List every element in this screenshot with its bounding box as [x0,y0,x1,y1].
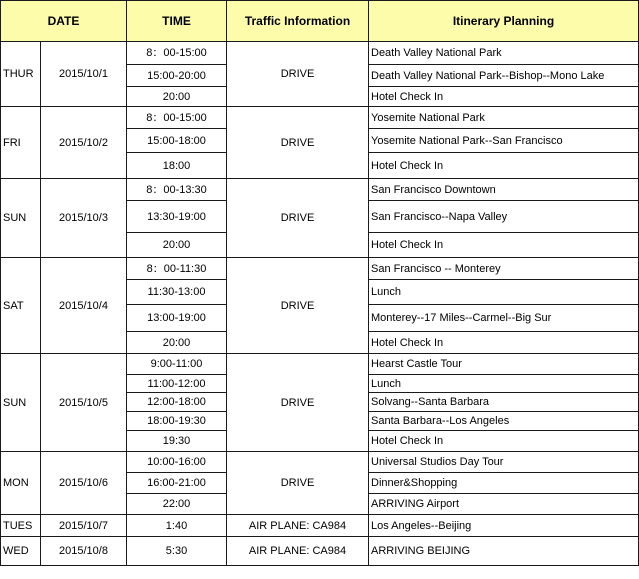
time-cell: 16:00-21:00 [127,473,227,494]
time-cell: 12:00-18:00 [127,393,227,412]
plan-cell: San Francisco--Napa Valley [369,201,639,233]
time-cell: 8：00-11:30 [127,258,227,280]
table-row [1,179,639,201]
time-cell: 20:00 [127,233,227,258]
time-cell: 18:00-19:30 [127,412,227,431]
traffic-cell: DRIVE [227,452,369,515]
time-cell: 20:00 [127,332,227,354]
traffic-cell: DRIVE [227,258,369,354]
time-cell: 11:00-12:00 [127,375,227,393]
table-row [1,537,639,566]
plan-cell: Dinner&Shopping [369,473,639,494]
plan-cell: Universal Studios Day Tour [369,452,639,473]
date-cell: 2015/10/2 [41,107,127,179]
time-cell: 18:00 [127,153,227,179]
plan-cell: Hotel Check In [369,332,639,354]
plan-cell: Yosemite National Park--San Francisco [369,129,639,153]
table-row [1,452,639,473]
date-cell: 2015/10/7 [41,515,127,537]
traffic-cell: DRIVE [227,354,369,452]
plan-cell: Monterey--17 Miles--Carmel--Big Sur [369,305,639,332]
time-cell: 15:00-20:00 [127,65,227,87]
plan-cell: Hearst Castle Tour [369,354,639,375]
header-traffic: Traffic Information [227,1,369,42]
day-cell: SAT [1,258,41,354]
plan-cell: San Francisco Downtown [369,179,639,201]
itinerary-body [1,42,639,566]
day-cell: TUES [1,515,41,537]
plan-cell: Santa Barbara--Los Angeles [369,412,639,431]
date-cell: 2015/10/5 [41,354,127,452]
header-itinerary: Itinerary Planning [369,1,639,42]
time-cell: 11:30-13:00 [127,280,227,305]
time-cell: 5:30 [127,537,227,566]
day-cell: SUN [1,354,41,452]
plan-cell: Hotel Check In [369,233,639,258]
time-cell: 8：00-15:00 [127,42,227,65]
time-cell: 13:30-19:00 [127,201,227,233]
day-cell: SUN [1,179,41,258]
time-cell: 10:00-16:00 [127,452,227,473]
traffic-cell: DRIVE [227,107,369,179]
table-row [1,354,639,375]
date-cell: 2015/10/6 [41,452,127,515]
traffic-cell: AIR PLANE: CA984 [227,537,369,566]
time-cell: 8：00-15:00 [127,107,227,129]
time-cell: 1:40 [127,515,227,537]
plan-cell: ARRIVING BEIJING [369,537,639,566]
plan-cell: Yosemite National Park [369,107,639,129]
table-row [1,515,639,537]
traffic-cell: AIR PLANE: CA984 [227,515,369,537]
traffic-cell: DRIVE [227,42,369,107]
day-cell: FRI [1,107,41,179]
traffic-cell: DRIVE [227,179,369,258]
day-cell: MON [1,452,41,515]
table-row [1,42,639,65]
date-cell: 2015/10/4 [41,258,127,354]
plan-cell: Lunch [369,280,639,305]
plan-cell: Hotel Check In [369,87,639,107]
plan-cell: Hotel Check In [369,431,639,452]
time-cell: 22:00 [127,494,227,515]
time-cell: 9:00-11:00 [127,354,227,375]
time-cell: 8：00-13:30 [127,179,227,201]
table-row [1,258,639,280]
time-cell: 19:30 [127,431,227,452]
time-cell: 13:00-19:00 [127,305,227,332]
header-time: TIME [127,1,227,42]
plan-cell: Solvang--Santa Barbara [369,393,639,412]
plan-cell: Death Valley National Park [369,42,639,65]
date-cell: 2015/10/3 [41,179,127,258]
plan-cell: Lunch [369,375,639,393]
plan-cell: Los Angeles--Beijing [369,515,639,537]
header-row [1,1,639,42]
table-row [1,107,639,129]
header-date: DATE [1,1,127,42]
day-cell: THUR [1,42,41,107]
plan-cell: San Francisco -- Monterey [369,258,639,280]
time-cell: 15:00-18:00 [127,129,227,153]
date-cell: 2015/10/8 [41,537,127,566]
date-cell: 2015/10/1 [41,42,127,107]
day-cell: WED [1,537,41,566]
plan-cell: ARRIVING Airport [369,494,639,515]
plan-cell: Death Valley National Park--Bishop--Mono Lake [369,65,639,87]
plan-cell: Hotel Check In [369,153,639,179]
time-cell: 20:00 [127,87,227,107]
